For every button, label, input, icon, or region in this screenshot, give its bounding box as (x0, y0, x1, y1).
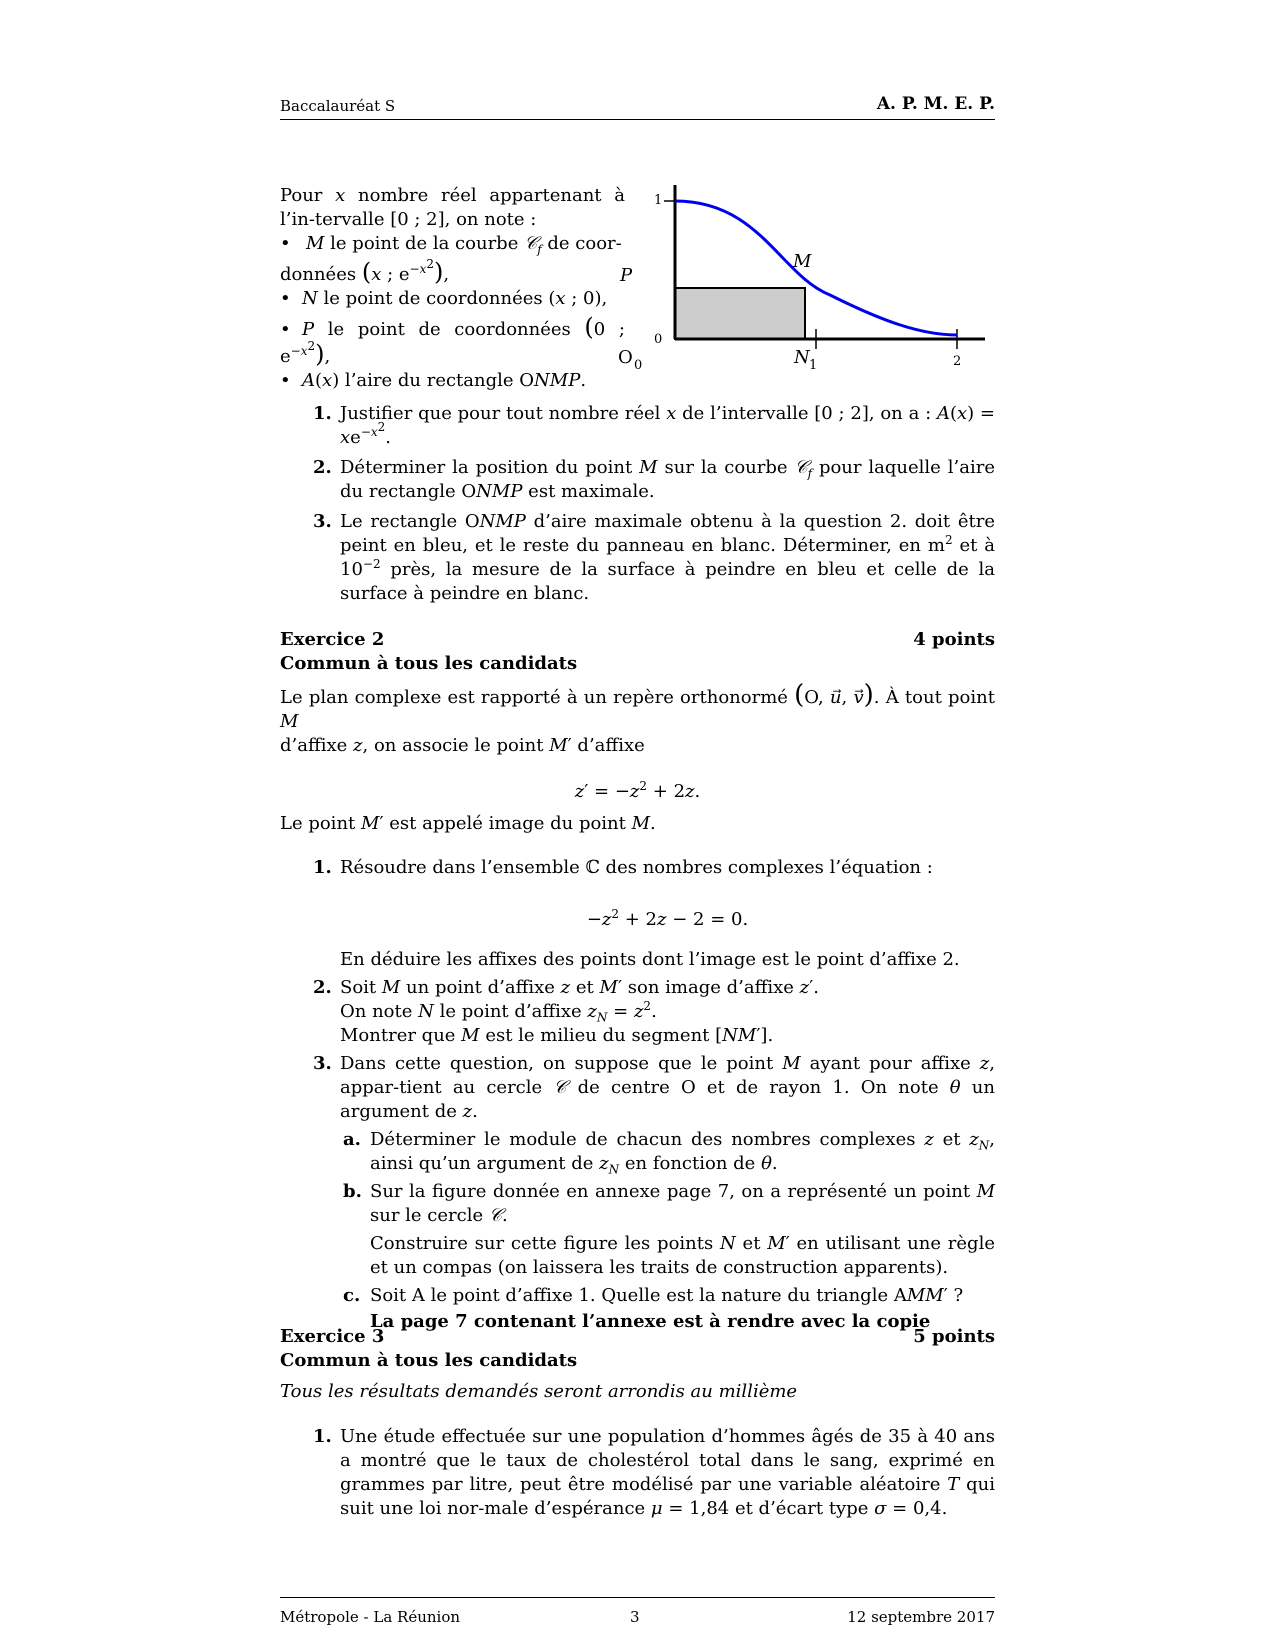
ex1-q3: 3. Le rectangle ONMP d’aire maximale obtenu à la question 2. doit être peint en bleu, et le reste du panneau en blanc. Déterminer, en $m^2$ et à $10^{-2}$ près, la mesure de la surface à peindre en bleu et celle de la surface à peindre en blanc. (313, 511, 996, 604)
ex2-points: 4 points (913, 629, 995, 650)
ex3-points: 5 points (913, 1326, 995, 1347)
label-M: M (793, 251, 812, 272)
header-right: A. P. M. E. P. (876, 94, 995, 114)
ex2-subtitle: Commun à tous les candidats (280, 653, 578, 674)
footer-right: 12 septembre 2017 (847, 1608, 995, 1626)
label-N: N (794, 347, 810, 368)
ex2-q1-eq: $-z^2 + 2z - 2 = 0$. (586, 907, 749, 930)
ex2-intro: Le plan complexe est rapporté à un repère orthonormé (O, u⃗, v). À tout point M d’affixe z, on associe le point M′ d’affixe (280, 680, 995, 756)
footer-left: Métropole - La Réunion (280, 1608, 461, 1626)
ex2-q2: 2. Soit M un point d’affixe z et M′ son image d’affixe z′. On note N le point d’affixe $z_N = z^2$. Montrer que M est le milieu du segment [NM′]. (313, 977, 819, 1046)
ex2-formula: $z' = -z^2 + 2z$. (574, 779, 701, 802)
label-N-sub: 1 (809, 358, 818, 373)
ex1-bullet-A: • A(x) l’aire du rectangle ONMP. (280, 369, 625, 393)
ex2-q3c-bold: La page 7 contenant l’annexe est à rendre avec la copie (370, 1311, 931, 1332)
ex2-q1-b: En déduire les affixes des points dont l’image est le point d’affixe 2. (340, 949, 960, 970)
ex1-graph (618, 185, 995, 385)
y-tick-0: 0 (654, 332, 663, 347)
ex2-title: Exercice 2 (280, 629, 385, 650)
ex1-bullet-P: • P le point de coordonnées (0 ; $e^{-x^2}$), (280, 315, 625, 369)
ex2-q3b: b. Sur la figure donnée en annexe page 7, on a représenté un point M sur le cercle 𝒞. (343, 1181, 995, 1226)
ex2-q3: 3. Dans cette question, on suppose que le point M ayant pour affixe z, appar-tient au cercle 𝒞 de centre O et de rayon 1. On note θ un argument de z. (313, 1053, 996, 1122)
ex3-body (280, 1425, 995, 1521)
header-rule (280, 119, 995, 120)
x-tick-2: 2 (953, 354, 962, 369)
ex1-bullet-M: • M le point de la courbe 𝒞$_f$ de coor- (280, 232, 625, 256)
ex3-note: Tous les résultats demandés seront arrondis au millième (280, 1381, 798, 1402)
ex1-q2: 2. Déterminer la position du point M sur la courbe 𝒞$_f$ pour laquelle l’aire du rectangle ONMP est maximale. (313, 457, 995, 502)
ex1-bullet-M-cont: données (x ; $e^{-x^2}$), (280, 257, 450, 286)
footer-page: 3 (630, 1608, 640, 1626)
ex3-title: Exercice 3 (280, 1326, 385, 1347)
ex2-q3c: c. Soit A le point d’affixe 1. Quelle est la nature du triangle AMM′ ? (343, 1285, 964, 1306)
label-P: P (620, 265, 633, 286)
rectangle-ONMP (675, 288, 805, 339)
ex1-q1: 1. Justifier que pour tout nombre réel x de l’intervalle [0 ; 2], on a : $A(x) = xe^{-x^2}$. (313, 403, 996, 448)
ex1-bullet-N: • N le point de coordonnées (x ; 0), (280, 287, 625, 311)
ex1-intro-text: Pour x nombre réel appartenant à l’in-tervalle [0 ; 2], on note : (280, 185, 625, 230)
ex3-q1: 1. Une étude effectuée sur une population d’hommes âgés de 35 à 40 ans a montré que le taux de cholestérol total dans le sang, exprimé en grammes par litre, peut être modélisé par une variable aléatoire T qui suit une loi nor-male d’espérance μ = 1,84 et d’écart type σ = 0,4. (313, 1426, 996, 1519)
ex1-questions (280, 402, 995, 606)
ex2-after: Le point M′ est appelé image du point M. (280, 813, 656, 834)
ex3-subtitle: Commun à tous les candidats (280, 1350, 578, 1371)
ex2-q1: 1. Résoudre dans l’ensemble ℂ des nombres complexes l’équation : (313, 857, 933, 878)
ex1-intro (280, 184, 625, 393)
header-left: Baccalauréat S (280, 97, 396, 115)
x-tick-0: 0 (634, 358, 643, 373)
ex2-q3b2: Construire sur cette figure les points N et M′ en utilisant une règle et un compas (on laissera les traits de construction apparents). (370, 1233, 995, 1278)
ex2-body (280, 680, 996, 1334)
footer-rule (280, 1597, 995, 1598)
ex2-q3a: a. Déterminer le module de chacun des nombres complexes z et $z_N$, ainsi qu’un argument de $z_N$ en fonction de θ. (343, 1129, 995, 1177)
label-O: O (618, 347, 633, 368)
y-tick-1: 1 (654, 193, 663, 208)
